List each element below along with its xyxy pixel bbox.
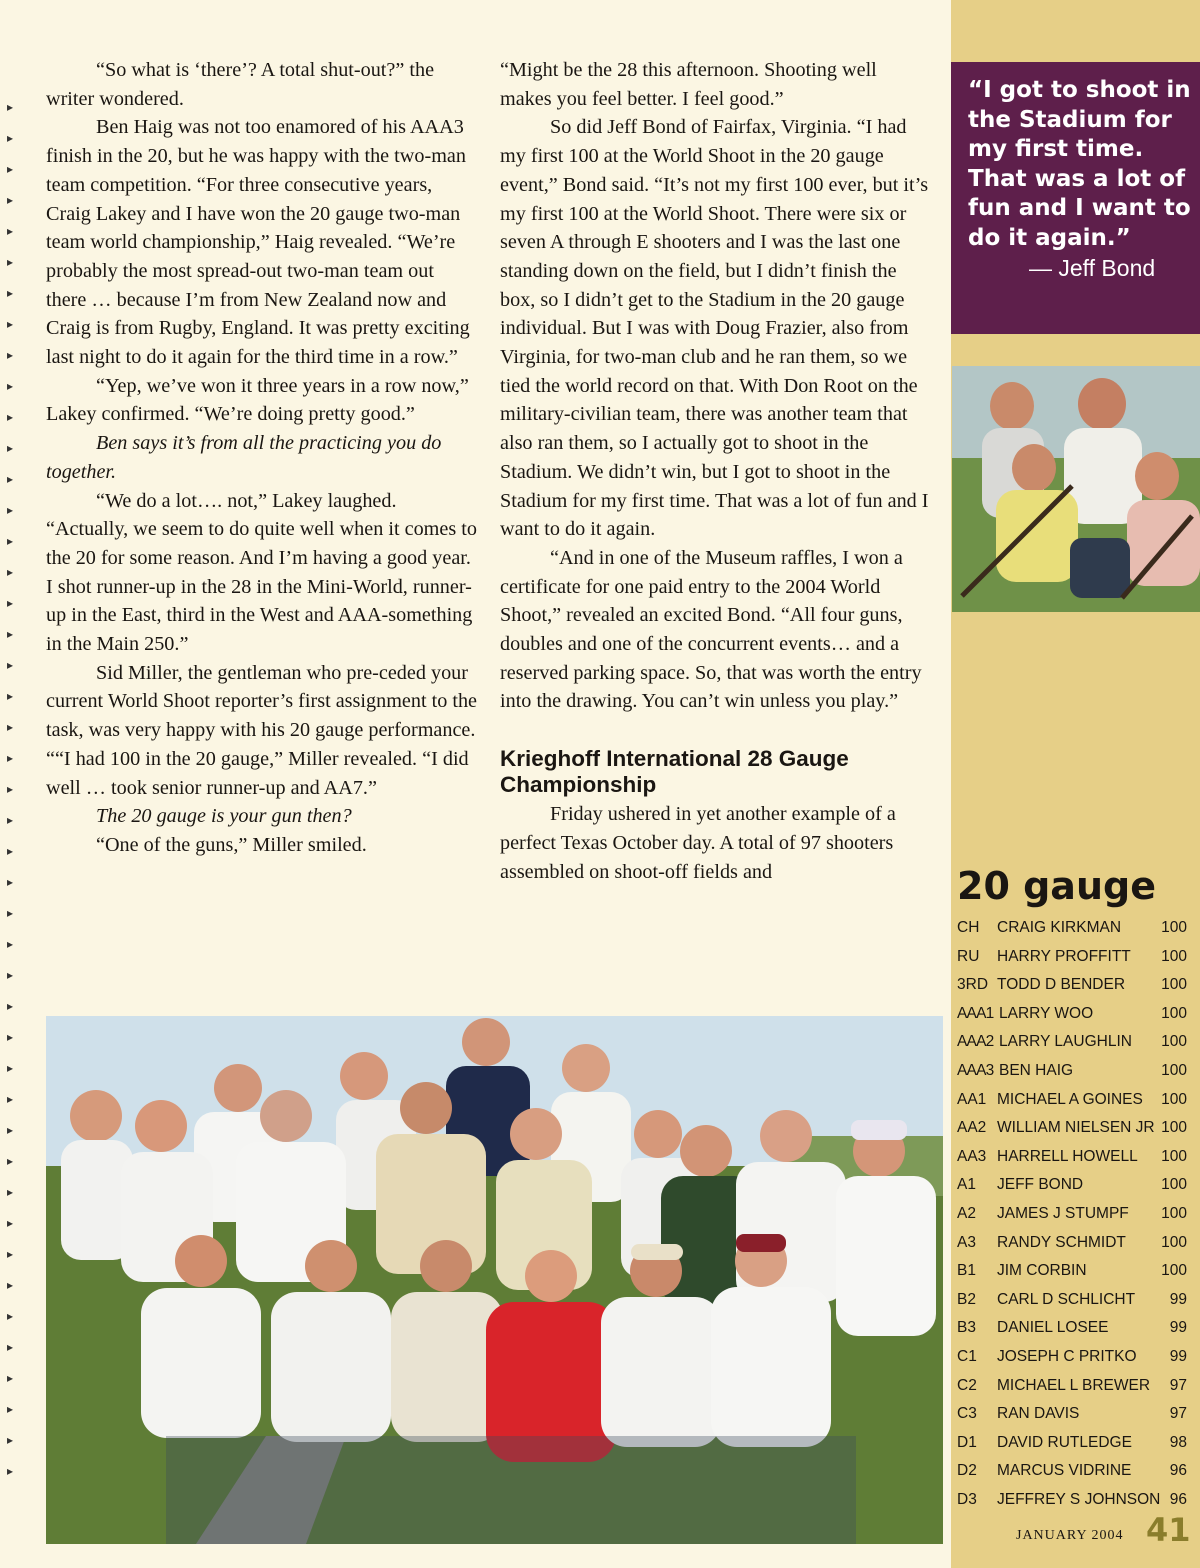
results-rank: 3RD (957, 976, 989, 994)
results-score: 100 (1161, 1090, 1187, 1108)
results-name: LARRY LAUGHLIN (999, 1033, 1132, 1051)
results-score: 100 (1161, 919, 1187, 936)
results-name: JAMES J STUMPF (997, 1204, 1129, 1222)
results-score: 99 (1169, 1319, 1187, 1337)
results-row (957, 1314, 1193, 1343)
results-rank: AAA3 (957, 1061, 994, 1079)
results-rank: AAA1 (957, 1004, 994, 1022)
results-name: RANDY SCHMIDT (997, 1233, 1126, 1251)
results-rank: D3 (957, 1490, 977, 1508)
results-score: 100 (1161, 947, 1187, 965)
results-score: 100 (1161, 1176, 1187, 1194)
results-rank: RU (957, 947, 980, 965)
results-name: JIM CORBIN (997, 1262, 1087, 1280)
results-rank: AA2 (957, 1119, 987, 1137)
article-column-2 (500, 56, 930, 886)
paragraph: “And in one of the Museum raffles, I won a certificate for one paid entry to the 2004 World Shoot,” revealed an excited Bond. “All four guns, doubles and one of the concurrent events… and a reserved parking space. So, that was worth the entry into the drawing. You can’t win unless you play.” (500, 546, 922, 713)
results-table (957, 914, 1193, 1514)
paragraph: “So what is ‘there’? A total shut-out?” the writer wondered. (46, 59, 435, 110)
paragraph: Friday ushered in yet another example of a perfect Texas October day. A total of 97 shooters assembled on shoot-off fields and (500, 803, 896, 883)
results-rank: A2 (957, 1204, 976, 1222)
results-rank: B1 (957, 1262, 976, 1280)
shooters-photo-small (952, 366, 1200, 612)
results-name: CRAIG KIRKMAN (997, 919, 1122, 936)
results-name: HARRELL HOWELL (997, 1147, 1138, 1165)
results-name: LARRY WOO (999, 1004, 1094, 1022)
results-row (957, 943, 1193, 972)
results-score: 100 (1161, 1262, 1187, 1280)
results-title: 20 gauge (957, 864, 1156, 908)
group-photo-illustration (46, 1016, 943, 1544)
results-row (957, 914, 1193, 943)
results-name: MICHAEL A GOINES (997, 1090, 1143, 1108)
results-row (957, 1229, 1193, 1258)
results-row (957, 1000, 1193, 1029)
paragraph-italic: Ben says it’s from all the practicing you do together. (46, 432, 442, 483)
results-rank: A3 (957, 1233, 976, 1251)
results-rank: C1 (957, 1347, 977, 1365)
results-row (957, 1400, 1193, 1429)
results-rank: D2 (957, 1462, 977, 1480)
results-score: 100 (1161, 1233, 1187, 1251)
results-row (957, 1372, 1193, 1401)
results-row (957, 1057, 1193, 1086)
results-name: CARL D SCHLICHT (997, 1290, 1136, 1308)
results-rank: D1 (957, 1433, 977, 1451)
results-row (957, 971, 1193, 1000)
results-name: RAN DAVIS (997, 1405, 1080, 1423)
issue-date: JANUARY 2004 (1016, 1528, 1124, 1543)
results-name: JOSEPH C PRITKO (997, 1347, 1137, 1365)
results-score: 99 (1169, 1290, 1187, 1308)
paragraph: “We do a lot…. not,” Lakey laughed. “Actually, we seem to do quite well when it comes to the 20 for some reason. And I’m having a good year. I shot runner-up in the 28 in the Mini-World, runner-up in the East, third in the West and AAA-something in the Main 250.” (46, 489, 477, 656)
results-row (957, 1200, 1193, 1229)
page-number: 41 (1146, 1511, 1191, 1549)
results-score: 100 (1161, 976, 1187, 994)
results-score: 96 (1169, 1490, 1187, 1508)
results-score: 100 (1161, 1204, 1187, 1222)
results-row (957, 1086, 1193, 1115)
results-score: 98 (1169, 1433, 1187, 1451)
results-score: 100 (1161, 1147, 1187, 1165)
results-score: 100 (1161, 1004, 1187, 1022)
paragraph: So did Jeff Bond of Fairfax, Virginia. “I had my first 100 at the World Shoot in the 20 gauge event,” Bond said. “It’s not my first 100 ever, but it’s my first 100 at the World Shoot. There were six or seven A through E shooters and I was the last one standing down on the field, but I didn’t finish the box, so I didn’t get to the Stadium in the 20 gauge individual. But I was with Doug Frazier, also from Virginia, for two-man club and he ran them, so we tied the world record on that. With Don Root on the military-civilian team, there was another team that also ran them, so I actually got to shoot in the Stadium. We didn’t win, but I got to shoot in the Stadium for my first time. That was a lot of fun and I want to do it again. (500, 116, 929, 541)
results-rank: A1 (957, 1176, 976, 1194)
results-row (957, 1028, 1193, 1057)
margin-tab-marks: ▸ ▸ ▸ ▸ ▸ ▸ ▸ ▸ ▸ ▸ ▸ ▸ ▸ ▸ ▸ ▸ ▸ ▸ ▸ ▸ ▸ ▸ ▸ ▸ ▸ ▸ ▸ ▸ ▸ ▸ ▸ ▸ ▸ ▸ ▸ ▸ ▸ ▸ ▸ ▸ ▸ ▸ ▸ ▸ ▸ (6, 100, 14, 1478)
results-name: BEN HAIG (999, 1061, 1074, 1079)
results-name: MICHAEL L BREWER (997, 1376, 1151, 1394)
results-row (957, 1343, 1193, 1372)
results-rank: B3 (957, 1319, 976, 1337)
results-name: MARCUS VIDRINE (997, 1462, 1132, 1480)
paragraph: “One of the guns,” Miller smiled. (96, 833, 367, 856)
section-subhead: Krieghoff International 28 Gauge Championship (500, 746, 849, 798)
results-row (957, 1257, 1193, 1286)
results-row (957, 1143, 1193, 1172)
results-rank: CH (957, 919, 980, 936)
results-rank: C3 (957, 1405, 977, 1423)
pull-quote-attribution: — Jeff Bond (1029, 255, 1156, 281)
results-row (957, 1429, 1193, 1458)
results-name: TODD D BENDER (997, 976, 1126, 994)
pull-quote-text: “I got to shoot in the Stadium for my first time. That was a lot of fun and I want to do it again.” (968, 77, 1191, 251)
results-score: 97 (1169, 1405, 1187, 1423)
article-column-1 (46, 56, 478, 860)
results-score: 99 (1169, 1347, 1187, 1365)
results-score: 100 (1161, 1033, 1187, 1051)
results-row (957, 1286, 1193, 1315)
results-rank: AA3 (957, 1147, 987, 1165)
pull-quote (951, 62, 1200, 334)
paragraph: “Might be the 28 this afternoon. Shooting well makes you feel better. I feel good.” (500, 59, 877, 110)
results-name: WILLIAM NIELSEN JR (997, 1119, 1155, 1137)
results-name: HARRY PROFFITT (997, 947, 1131, 965)
results-rank: B2 (957, 1290, 976, 1308)
shooters-photo-small-illustration (952, 366, 1200, 612)
results-score: 96 (1169, 1462, 1187, 1480)
20-gauge-winners-group-photo (46, 1016, 943, 1544)
results-rank: AAA2 (957, 1033, 994, 1051)
results-row (957, 1457, 1193, 1486)
results-name: DAVID RUTLEDGE (997, 1433, 1132, 1451)
results-row (957, 1171, 1193, 1200)
results-rank: C2 (957, 1376, 977, 1394)
paragraph-italic: The 20 gauge is your gun then? (96, 805, 352, 828)
paragraph: “Yep, we’ve won it three years in a row now,” Lakey confirmed. “We’re doing pretty good.” (46, 374, 469, 426)
paragraph: Sid Miller, the gentleman who pre-ceded your current World Shoot reporter’s first assignment to the task, was very happy with his 20 gauge performance. ““I had 100 in the 20 gauge,” Miller revealed. “I did well … took senior runner-up and AA7.” (46, 661, 478, 799)
results-score: 100 (1161, 1061, 1187, 1079)
results-name: JEFF BOND (997, 1176, 1084, 1194)
paragraph: Ben Haig was not too enamored of his AAA3 finish in the 20, but he was happy with the two-man team competition. “For three consecutive years, Craig Lakey and I have won the 20 gauge two-man team world championship,” Haig revealed. “We’re probably the most spread-out two-man team out there … because I’m from New Zealand now and Craig is from Rugby, England. It was pretty exciting last night to do it again for the third time in a row.” (46, 116, 470, 369)
results-row (957, 1114, 1193, 1143)
results-rank: AA1 (957, 1090, 987, 1108)
results-score: 100 (1161, 1119, 1187, 1137)
results-name: JEFFREY S JOHNSON (997, 1490, 1161, 1508)
results-score: 97 (1169, 1376, 1187, 1394)
results-name: DANIEL LOSEE (997, 1319, 1109, 1337)
